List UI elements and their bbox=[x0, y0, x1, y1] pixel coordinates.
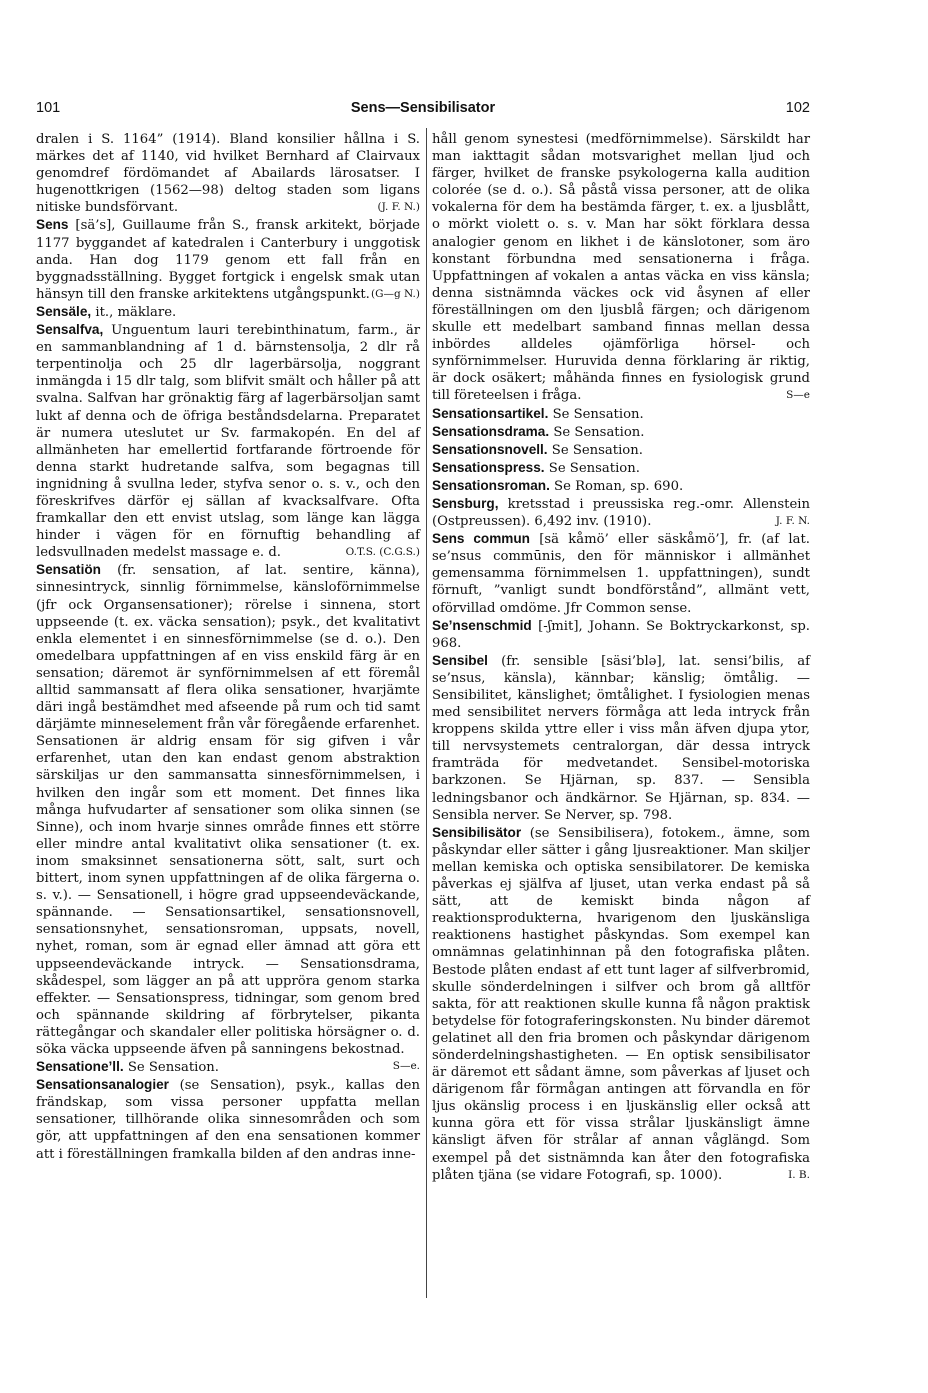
entry-headword: Sens commun bbox=[432, 531, 530, 547]
entry bbox=[36, 321, 420, 561]
entry-text: kretsstad i preussiska reg.-omr. Allenstein (Ostpreussen). 6,492 inv. (1910). bbox=[432, 496, 810, 530]
entry-text: Se Sensation. bbox=[127, 1060, 219, 1076]
entry-text: Se Roman, sp. 690. bbox=[554, 478, 684, 494]
right-column bbox=[432, 131, 810, 1184]
running-title: Sens—Sensibilisator bbox=[350, 100, 496, 116]
entry-text: Se Sensation. bbox=[553, 424, 645, 440]
entry bbox=[36, 131, 420, 216]
entry-text: Unguentum lauri terebinthinatum, farm., är en sammanblandning af 1 d. bärnstensolja, 2 dlr rå terpentinolja och 25 dlr lagerbärsolja, noggrant inmängda i 15 dlr talg, som blifvit smält och håller på att svalna. Salfvan har grönaktig färg af lagerbärsoljan samt lukt af denna och de öfriga beståndsdelarna. Preparatet är numera uteslutet ur Sv. farmakopén. En del af allmänheten har emellertid fortfarande förtroende för denna starkt hudretande salfva, som begagnas till ingnidning å svullna leder, styfva senor o. s. v., och den föreskrifves därför ej sällan af kvacksalfvare. Ofta framkallar den ett envist utslag, som länge kan lägga hinder i vägen för en förnuftig behandling af ledsvullnaden medelst massage e. d. bbox=[36, 323, 420, 561]
entry-headword: Sensationsdrama. bbox=[432, 423, 550, 439]
entry bbox=[432, 617, 810, 652]
author-signature: J. F. N. bbox=[775, 515, 810, 528]
entry bbox=[432, 530, 810, 616]
entry bbox=[36, 1058, 420, 1076]
entry-headword: Sensäle, bbox=[36, 303, 92, 319]
entry bbox=[432, 423, 810, 441]
entry-text: Se Sensation. bbox=[551, 442, 643, 458]
entry bbox=[432, 824, 810, 1184]
entry-headword: Sensationsartikel. bbox=[432, 405, 549, 421]
author-signature: S—e bbox=[786, 389, 810, 402]
entry-text: (se Sensibilisera), fotokem., ämne, som påskyndar eller sätter i gång ljusreaktioner. Man skiljer mellan kemiska och optiska sensibilatorer. De kemiska påverkas ej själfva af ljuset, utan verka endast på så sätt, att de kemiskt binda någon af reaktionsprodukterna, hvarigenom den ljuskänsliga reaktionens hastighet påskyndas. Som exempel kan omnämnas gelatinhinnan på den fotografiska plåten. Bestode plåten endast af ett tunt lager af silfverbromid, skulle sönderdelningen i silfver och brom gå alltför sakta, för att reaktionen skulle kunna få någon praktisk betydelse för fotograferingskonsten. Nu binder däremot gelatinet all den fria bromen och påskyndar därigenom sönderdelningshastigheten. — En optisk sensibilisator är däremot ett sådant ämne, som påverkas af ljuset och därigenom får förmågan antingen att förvandla en för ljus okänslig process i en ljuskänslig eller också att kunna göra ett för vissa strålar ljuskänsligt ämne känsligt äfven för strålar af annan våglängd. Som exempel på det sistnämnda kan åter den fotografiska plåten tjäna (se vidare Fotografi, sp. 1000). bbox=[432, 825, 810, 1183]
entry bbox=[432, 131, 810, 405]
author-signature: (G—g N.) bbox=[371, 287, 420, 300]
entry-headword: Sens bbox=[36, 217, 69, 233]
entry-text: håll genom synestesi (medförnimmelse). Särskildt har man iakttagit sådan motsvarighet mellan ljud och färger, hvilket de franske psykologerna kalla audition colorée (se d. o.). Så påstå vissa personer, att de olika vokalerna för dem ha bestämda färger, t. ex. a ljusblått, o mörkt violett o. s. v. Man har sökt förklara dessa analogier genom en likhet i de känslotoner, som äro konstant förbundna med sensationerna i fråga. Uppfattningen af vokalen a antas väcka en viss känsla; denna sistnämnda väckes ock vid åsynen af eller föreställningen om den ljusblå färgen; och därigenom skulle ett medelbart samband finnas mellan dessa inbördes alldeles ojämförliga hörsel- och synförnimmelser. Huruvida denna förklaring är riktig, är dock osäkert; måhända finnes en fysiologisk grund till företeelsen i fråga. bbox=[432, 132, 810, 404]
author-signature: I. B. bbox=[788, 1168, 810, 1181]
running-header bbox=[36, 100, 810, 122]
entry-headword: Sensationsanalogier bbox=[36, 1077, 169, 1093]
page-number-right: 102 bbox=[785, 100, 810, 116]
author-signature: O.T.S. (C.G.S.) bbox=[345, 546, 420, 559]
entry-headword: Sensibilisätor bbox=[432, 824, 522, 840]
entry-headword: Sensatione’ll. bbox=[36, 1059, 124, 1075]
entry bbox=[432, 652, 810, 824]
entry bbox=[36, 303, 420, 321]
entry-headword: Sensationsroman. bbox=[432, 477, 550, 493]
entry bbox=[432, 441, 810, 459]
entry bbox=[432, 405, 810, 423]
author-signature: (J. F. N.) bbox=[377, 201, 420, 214]
column-divider bbox=[426, 128, 427, 1298]
entry-headword: Sensationsnovell. bbox=[432, 441, 548, 457]
entry bbox=[432, 477, 810, 495]
page-number-left: 101 bbox=[36, 100, 61, 116]
entry bbox=[432, 459, 810, 477]
entry-headword: Sensalfva, bbox=[36, 322, 104, 338]
entry-headword: Sensburg, bbox=[432, 495, 499, 511]
entry-text: Se Sensation. bbox=[548, 460, 640, 476]
entry-text: Se Sensation. bbox=[552, 406, 644, 422]
entry-text: [-ʃmit], Johann. Se Boktryckarkonst, sp. 968. bbox=[432, 618, 810, 651]
entry-text: it., mäklare. bbox=[95, 304, 177, 320]
entry bbox=[36, 1076, 420, 1162]
entry-headword: Sensatiön bbox=[36, 562, 101, 578]
entry bbox=[432, 495, 810, 530]
entry-headword: Sensationspress. bbox=[432, 459, 545, 475]
entry-text: [sä’s], Guillaume från S., fransk arkitekt, började 1177 byggandet af katedralen i Canterbury i unggotisk anda. Han dog 1179 genom ett fall från en byggnadsställning. Bygget fortgick i engelsk smak utan hänsyn till den franske arkitektens utgångspunkt. bbox=[36, 218, 420, 302]
entry-headword: Se’nsenschmid bbox=[432, 617, 532, 633]
entry bbox=[36, 216, 420, 302]
entry-text: (fr. sensation, af lat. sentire, känna), sinnesintryck, sinnlig förnimmelse, känsloförnimmelse (jfr ock Organsensationer); rörelse i sinnena, stort uppseende (t. ex. väcka sensation); psyk., det kvalitativt enkla elementet i en sinnesförnimmelse (se d. o.). Den omedelbara uppfattningen af en viss enskild färg är en sensation; däremot är synförnimmelsen af ett föremål alltid sammansatt af flera olika sensationer, hvarjämte däri ingå bestämdhet med afseende på rum och tid samt därjämte minneselement från vår föregående erfarenhet. Sensationen är aldrig ensam för sig gifven i vår erfarenhet, utan den kan endast genom abstraktion särskiljas ur den sammansatta sinnesförnimmelsen, i hvilken den ingår som ett moment. Det finnes lika många hufvudarter af sensationer som olika sinnen (se Sinne), och inom hvarje sinnes område finnes ett större eller mindre antal kvalitativt olika sensationer (t. ex. inom smaksinnet sensationerna sött, salt, surt och bittert, inom synen uppfattningen af de olika färgerna o. s. v.). — Sensationell, i högre grad uppseendeväckande, spännande. — Sensationsartikel, sensationsnovell, sensationsnyhet, sensationsroman, uppsats, novell, nyhet, roman, som är egnad eller ämnad att göra ett uppseendeväckande intryck. — Sensationsdrama, skådespel, som lägger an på att uppröra genom starka effekter. — Sensationspress, tidningar, som genom bred och spännande skildring af förbrytelser, pikanta rättegångar och skandaler eller politiska hörsägner o. d. söka väcka uppseende äfven på sanningens bekostnad. bbox=[36, 563, 420, 1057]
entry-text: [sä kåmö’ eller säskåmö’], fr. (af lat. se’nsus commūnis, den för människor i allmänhet gemensamma förnimmelsen 1. uppfattningen), sundt förnuft, ”vanligt sundt bondförstånd”, allmänt vett, oförvillad omdöme. Jfr Common sense. bbox=[432, 532, 810, 616]
entry-text: (fr. sensible [säsi’blə], lat. sensi’bilis, af se’nsus, känsla), kännbar; känslig; ömtålig. — Sensibilitet, känslighet; ömtålighet. I fysiologien menas med sensibilitet nervers förmåga att leda intryck från kroppens skilda yttre eller i viss mån äfven djupa ytor, till nervsystemets centralorgan, där dessa intryck framträda för medvetandet. Sensibel-motoriska barkzonen. Se Hjärnan, sp. 837. — Sensibla ledningsbanor och ändkärnor. Se Hjärnan, sp. 834. — Sensibla nerver. Se Nerver, sp. 798. bbox=[432, 653, 810, 823]
entry-headword: Sensibel bbox=[432, 652, 488, 668]
entry-text: (se Sensation), psyk., kallas den frändskap, som vissa personer uppfatta mellan sensationer, tillhörande olika sinnesområden och som gör, att uppfattningen af den ena sensationen kommer att i föreställningen framkalla bilden af den andras inne- bbox=[36, 1078, 420, 1162]
author-signature: S—e. bbox=[392, 1060, 420, 1073]
left-column bbox=[36, 131, 420, 1163]
entry-text: dralen i S. 1164” (1914). Bland konsilier hållna i S. märkes det af 1140, vid hvilket Bernhard af Clairvaux genomdref fördömandet af Abailards lärosatser. I hugenottkrigen (1562—98) deltog staden som ligans nitiske bundsförvant. bbox=[36, 132, 420, 216]
